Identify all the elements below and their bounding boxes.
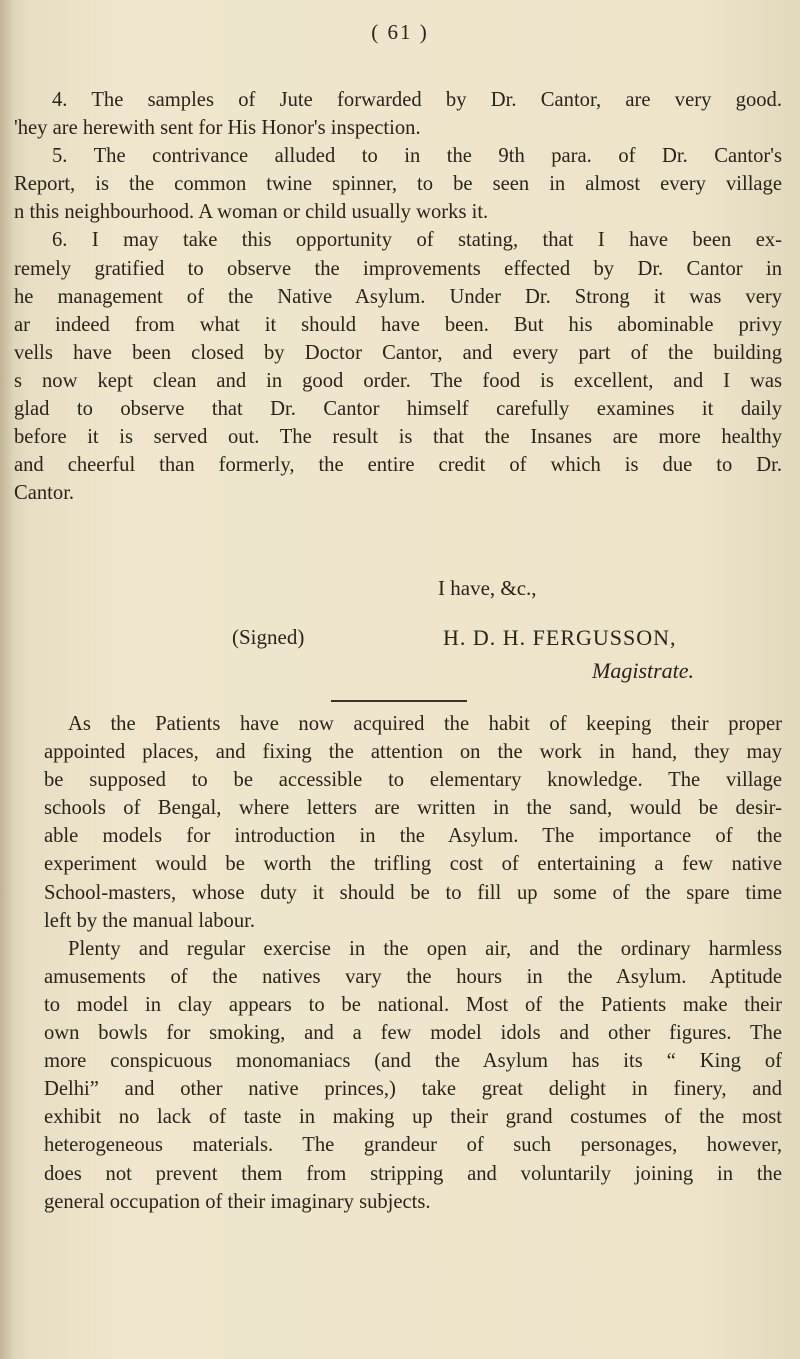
signer-title: Magistrate. bbox=[592, 658, 695, 683]
signed-label: (Signed) bbox=[232, 625, 305, 649]
text-line: more conspicuous monomaniacs (and the Asylum has its “ King of bbox=[44, 1050, 782, 1073]
text-line: able models for introduction in the Asylum. The importance of the bbox=[44, 825, 782, 848]
text-line: glad to observe that Dr. Cantor himself carefully examines it daily bbox=[14, 398, 782, 421]
closing-phrase: I have, &c., bbox=[438, 576, 537, 600]
text-line: to model in clay appears to be national. Most of the Patients make their bbox=[44, 993, 782, 1016]
text-line: Delhi” and other native princes,) take great delight in finery, and bbox=[44, 1078, 782, 1101]
text-line: and cheerful than formerly, the entire credit of which is due to Dr. bbox=[14, 454, 782, 477]
text-line: own bowls for smoking, and a few model idols and other figures. The bbox=[44, 1022, 782, 1045]
text-line: exhibit no lack of taste in making up their grand costumes of the most bbox=[44, 1106, 782, 1129]
text-line: ar indeed from what it should have been. But his abominable privy bbox=[14, 313, 782, 336]
text-line: As the Patients have now acquired the habit of keeping their proper bbox=[68, 713, 782, 735]
text-line: School-masters, whose duty it should be to fill up some of the spare time bbox=[44, 881, 782, 904]
text-line: n this neighbourhood. A woman or child usually works it. bbox=[14, 201, 489, 224]
text-line: general occupation of their imaginary subjects. bbox=[44, 1190, 431, 1213]
text-line: appointed places, and fixing the attention on the work in hand, they may bbox=[44, 741, 782, 764]
text-line: 6. I may take this opportunity of stating, that I have been ex- bbox=[52, 229, 782, 252]
text-line: be supposed to be accessible to elementary knowledge. The village bbox=[44, 769, 782, 792]
text-line: 5. The contrivance alluded to in the 9th para. of Dr. Cantor's bbox=[52, 145, 782, 168]
text-line: remely gratified to observe the improvements effected by Dr. Cantor in bbox=[14, 257, 782, 280]
text-line: amusements of the natives vary the hours in the Asylum. Aptitude bbox=[44, 965, 782, 988]
text-line: experiment would be worth the trifling cost of entertaining a few native bbox=[44, 853, 782, 876]
text-line: he management of the Native Asylum. Under Dr. Strong it was very bbox=[14, 285, 782, 308]
signer-name: H. D. H. FERGUSSON, bbox=[443, 625, 677, 650]
text-line: before it is served out. The result is that the Insanes are more healthy bbox=[14, 426, 782, 449]
text-line: does not prevent them from stripping and voluntarily joining in the bbox=[44, 1162, 782, 1185]
page-number: ( 61 ) bbox=[371, 20, 429, 44]
text-line: Report, is the common twine spinner, to be seen in almost every village bbox=[14, 173, 782, 196]
text-line: schools of Bengal, where letters are written in the sand, would be desir- bbox=[44, 797, 782, 820]
text-line: Cantor. bbox=[14, 482, 75, 505]
text-line: 4. The samples of Jute forwarded by Dr. Cantor, are very good. bbox=[52, 89, 782, 111]
text-line: heterogeneous materials. The grandeur of such personages, however, bbox=[44, 1134, 782, 1157]
text-line: 'hey are herewith sent for His Honor's inspection. bbox=[14, 117, 421, 140]
text-line: s now kept clean and in good order. The food is excellent, and I was bbox=[14, 369, 782, 392]
report-paragraphs bbox=[0, 710, 800, 1216]
letter-paragraphs bbox=[0, 86, 800, 507]
text-line: vells have been closed by Doctor Cantor, and every part of the building bbox=[14, 341, 782, 364]
section-divider bbox=[331, 700, 467, 702]
text-line: Plenty and regular exercise in the open air, and the ordinary harmless bbox=[68, 937, 782, 960]
text-line: left by the manual labour. bbox=[44, 909, 256, 932]
